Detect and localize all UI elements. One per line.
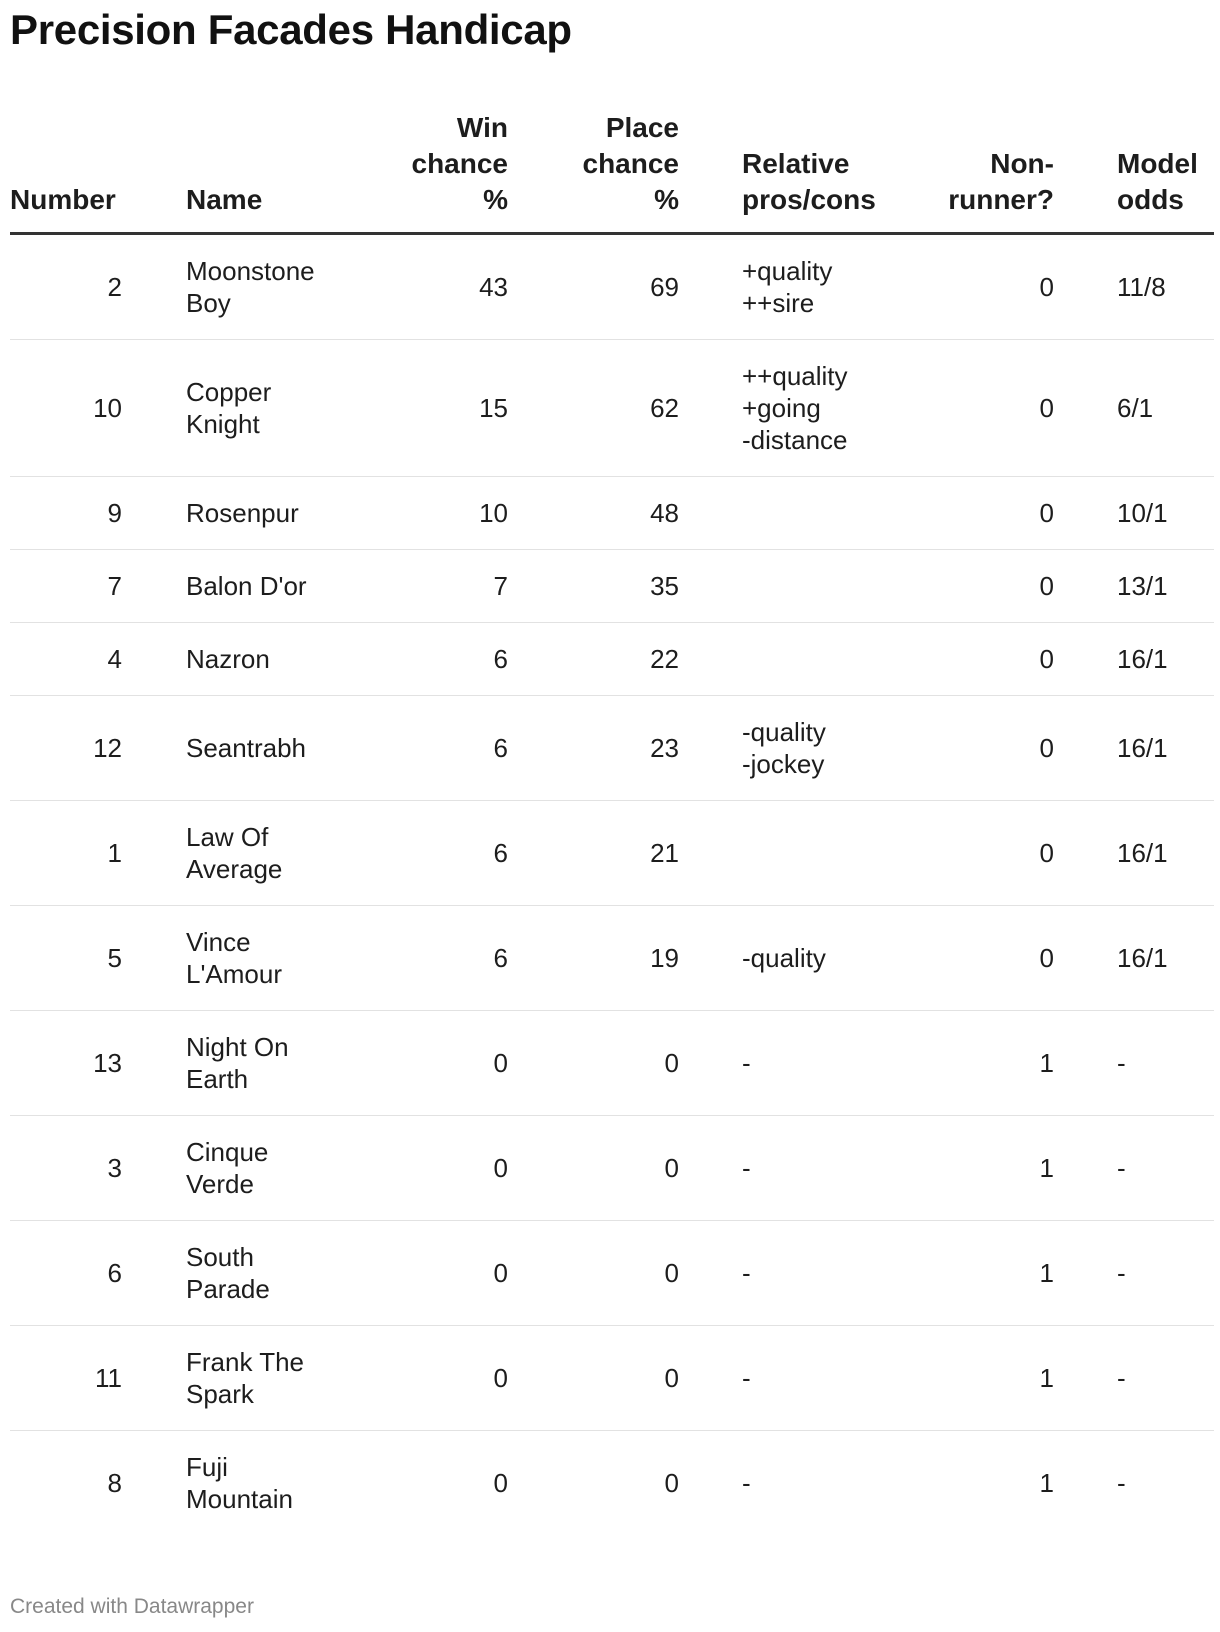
cell-pros-cons: -quality xyxy=(742,906,882,1011)
cell-win-chance: 0 xyxy=(346,1116,508,1221)
cell-place-chance: 35 xyxy=(508,550,679,623)
cell-non-runner: 0 xyxy=(882,696,1054,801)
cell-spacer xyxy=(1054,1221,1117,1326)
cell-non-runner: 0 xyxy=(882,550,1054,623)
cell-number: 1 xyxy=(10,801,122,906)
table-row xyxy=(10,801,1214,906)
cell-win-chance: 43 xyxy=(346,234,508,340)
cell-spacer xyxy=(122,1431,186,1536)
table-row xyxy=(10,1221,1214,1326)
cell-place-chance: 0 xyxy=(508,1326,679,1431)
cell-place-chance: 0 xyxy=(664,1468,679,1498)
cell-spacer xyxy=(1054,906,1117,1011)
table-row xyxy=(10,1116,1214,1221)
cell-spacer xyxy=(679,801,742,906)
table-row xyxy=(10,234,1214,340)
table-row xyxy=(10,1431,1214,1536)
cell-pros-cons: - xyxy=(742,1326,882,1431)
table-row xyxy=(10,696,1214,801)
cell-spacer xyxy=(122,1326,186,1431)
table-row xyxy=(10,477,1214,550)
cell-place-chance: 0 xyxy=(508,1011,679,1116)
handicap-table xyxy=(10,110,1214,1535)
cell-pros-cons: - xyxy=(742,1468,751,1498)
cell-spacer xyxy=(1054,234,1117,340)
cell-non-runner: 0 xyxy=(882,801,1054,906)
cell-spacer xyxy=(679,1221,742,1326)
cell-model-odds: - xyxy=(1117,1468,1126,1498)
cell-spacer xyxy=(679,340,742,477)
cell-model-odds: 16/1 xyxy=(1117,623,1214,696)
cell-model-odds: 16/1 xyxy=(1117,801,1214,906)
cell-pros-cons: ++quality +going -distance xyxy=(742,340,882,477)
header-model-odds: Model odds xyxy=(1117,110,1214,234)
cell-spacer xyxy=(1054,1116,1117,1221)
cell-non-runner: 0 xyxy=(882,340,1054,477)
cell-place-chance: 21 xyxy=(508,801,679,906)
header-spacer xyxy=(679,110,742,234)
cell-spacer xyxy=(679,1431,742,1536)
cell-win-chance: 7 xyxy=(346,550,508,623)
cell-model-odds: 16/1 xyxy=(1117,696,1214,801)
cell-win-chance: 0 xyxy=(346,1326,508,1431)
cell-spacer xyxy=(679,906,742,1011)
cell-spacer xyxy=(679,1116,742,1221)
cell-name: Balon D'or xyxy=(186,550,346,623)
header-place-chance: Place chance % xyxy=(508,110,679,234)
cell-spacer xyxy=(1054,1326,1117,1431)
cell-non-runner: 0 xyxy=(882,234,1054,340)
cell-spacer xyxy=(122,1011,186,1116)
cell-model-odds: 11/8 xyxy=(1117,234,1214,340)
cell-name: Cinque Verde xyxy=(186,1116,346,1221)
cell-name: Seantrabh xyxy=(186,696,346,801)
cell-place-chance: 22 xyxy=(508,623,679,696)
cell-number: 9 xyxy=(10,477,122,550)
cell-win-chance: 6 xyxy=(346,696,508,801)
cell-number: 3 xyxy=(10,1116,122,1221)
cell-name: Nazron xyxy=(186,623,346,696)
cell-non-runner: 1 xyxy=(882,1011,1054,1116)
cell-non-runner: 0 xyxy=(882,906,1054,1011)
table-row xyxy=(10,1011,1214,1116)
table-row xyxy=(10,340,1214,477)
cell-place-chance: 48 xyxy=(508,477,679,550)
cell-spacer xyxy=(122,696,186,801)
cell-win-chance: 0 xyxy=(493,1468,508,1498)
table-header-row xyxy=(10,110,1214,234)
cell-spacer xyxy=(1054,801,1117,906)
header-pros-cons: Relative pros/cons xyxy=(742,110,882,234)
header-number: Number xyxy=(10,110,122,234)
cell-win-chance: 6 xyxy=(346,906,508,1011)
table-row xyxy=(10,906,1214,1011)
footer-credit: Created with Datawrapper xyxy=(10,1595,254,1618)
header-spacer xyxy=(1054,110,1117,234)
cell-win-chance: 6 xyxy=(346,801,508,906)
cell-name: Law Of Average xyxy=(186,801,346,906)
cell-name: Night On Earth xyxy=(186,1011,346,1116)
cell-pros-cons: - xyxy=(742,1221,882,1326)
cell-non-runner: 1 xyxy=(1039,1468,1054,1498)
cell-win-chance: 15 xyxy=(346,340,508,477)
cell-place-chance: 0 xyxy=(508,1221,679,1326)
table-body xyxy=(10,234,1214,1536)
cell-spacer xyxy=(679,623,742,696)
cell-model-odds: - xyxy=(1117,1326,1214,1431)
cell-spacer xyxy=(122,1221,186,1326)
cell-number: 13 xyxy=(10,1011,122,1116)
cell-spacer xyxy=(1054,1431,1117,1536)
cell-spacer xyxy=(122,623,186,696)
cell-spacer xyxy=(122,340,186,477)
cell-number: 7 xyxy=(10,550,122,623)
header-spacer xyxy=(122,110,186,234)
cell-win-chance: 0 xyxy=(346,1221,508,1326)
cell-pros-cons xyxy=(742,623,882,696)
cell-non-runner: 1 xyxy=(882,1221,1054,1326)
cell-spacer xyxy=(122,477,186,550)
cell-spacer xyxy=(1054,340,1117,477)
table-row xyxy=(10,623,1214,696)
cell-model-odds: 13/1 xyxy=(1117,550,1214,623)
cell-place-chance: 69 xyxy=(508,234,679,340)
cell-pros-cons xyxy=(742,477,882,550)
header-name: Name xyxy=(186,110,346,234)
cell-number: 8 xyxy=(107,1468,122,1498)
cell-place-chance: 19 xyxy=(508,906,679,1011)
cell-spacer xyxy=(679,234,742,340)
header-win-chance: Win chance % xyxy=(346,110,508,234)
cell-name: Frank The Spark xyxy=(186,1326,346,1431)
cell-name: Fuji Mountain xyxy=(186,1452,293,1514)
table-container xyxy=(10,110,1214,1535)
cell-place-chance: 62 xyxy=(508,340,679,477)
cell-model-odds: - xyxy=(1117,1011,1214,1116)
cell-number: 2 xyxy=(10,234,122,340)
cell-spacer xyxy=(1054,550,1117,623)
cell-spacer xyxy=(679,1326,742,1431)
cell-spacer xyxy=(122,801,186,906)
cell-spacer xyxy=(122,550,186,623)
cell-place-chance: 23 xyxy=(508,696,679,801)
page-title: Precision Facades Handicap xyxy=(10,6,572,53)
table-row xyxy=(10,550,1214,623)
cell-model-odds: 6/1 xyxy=(1117,340,1214,477)
table-row xyxy=(10,1326,1214,1431)
cell-spacer xyxy=(122,1116,186,1221)
cell-name: Rosenpur xyxy=(186,477,346,550)
cell-number: 10 xyxy=(10,340,122,477)
cell-spacer xyxy=(122,906,186,1011)
cell-spacer xyxy=(1054,477,1117,550)
cell-spacer xyxy=(679,1011,742,1116)
cell-pros-cons xyxy=(742,801,882,906)
header-non-runner: Non- runner? xyxy=(882,110,1054,234)
cell-number: 4 xyxy=(10,623,122,696)
cell-model-odds: - xyxy=(1117,1116,1214,1221)
cell-model-odds: - xyxy=(1117,1221,1214,1326)
cell-spacer xyxy=(1054,696,1117,801)
cell-pros-cons: - xyxy=(742,1116,882,1221)
cell-model-odds: 10/1 xyxy=(1117,477,1214,550)
cell-spacer xyxy=(1054,623,1117,696)
cell-place-chance: 0 xyxy=(508,1116,679,1221)
cell-spacer xyxy=(1054,1011,1117,1116)
cell-name: Moonstone Boy xyxy=(186,234,346,340)
cell-number: 12 xyxy=(10,696,122,801)
cell-number: 5 xyxy=(10,906,122,1011)
cell-win-chance: 0 xyxy=(346,1011,508,1116)
cell-number: 6 xyxy=(10,1221,122,1326)
cell-non-runner: 1 xyxy=(882,1326,1054,1431)
cell-spacer xyxy=(679,550,742,623)
cell-number: 11 xyxy=(10,1326,122,1431)
cell-model-odds: 16/1 xyxy=(1117,906,1214,1011)
cell-name: Vince L'Amour xyxy=(186,906,346,1011)
cell-spacer xyxy=(679,477,742,550)
cell-win-chance: 10 xyxy=(346,477,508,550)
cell-non-runner: 0 xyxy=(882,623,1054,696)
cell-non-runner: 0 xyxy=(882,477,1054,550)
cell-name: Copper Knight xyxy=(186,340,346,477)
cell-pros-cons xyxy=(742,550,882,623)
cell-spacer xyxy=(122,234,186,340)
cell-pros-cons: -quality -jockey xyxy=(742,696,882,801)
cell-name: South Parade xyxy=(186,1221,346,1326)
cell-spacer xyxy=(679,696,742,801)
cell-pros-cons: +quality ++sire xyxy=(742,234,882,340)
cell-pros-cons: - xyxy=(742,1011,882,1116)
cell-win-chance: 6 xyxy=(346,623,508,696)
cell-non-runner: 1 xyxy=(882,1116,1054,1221)
